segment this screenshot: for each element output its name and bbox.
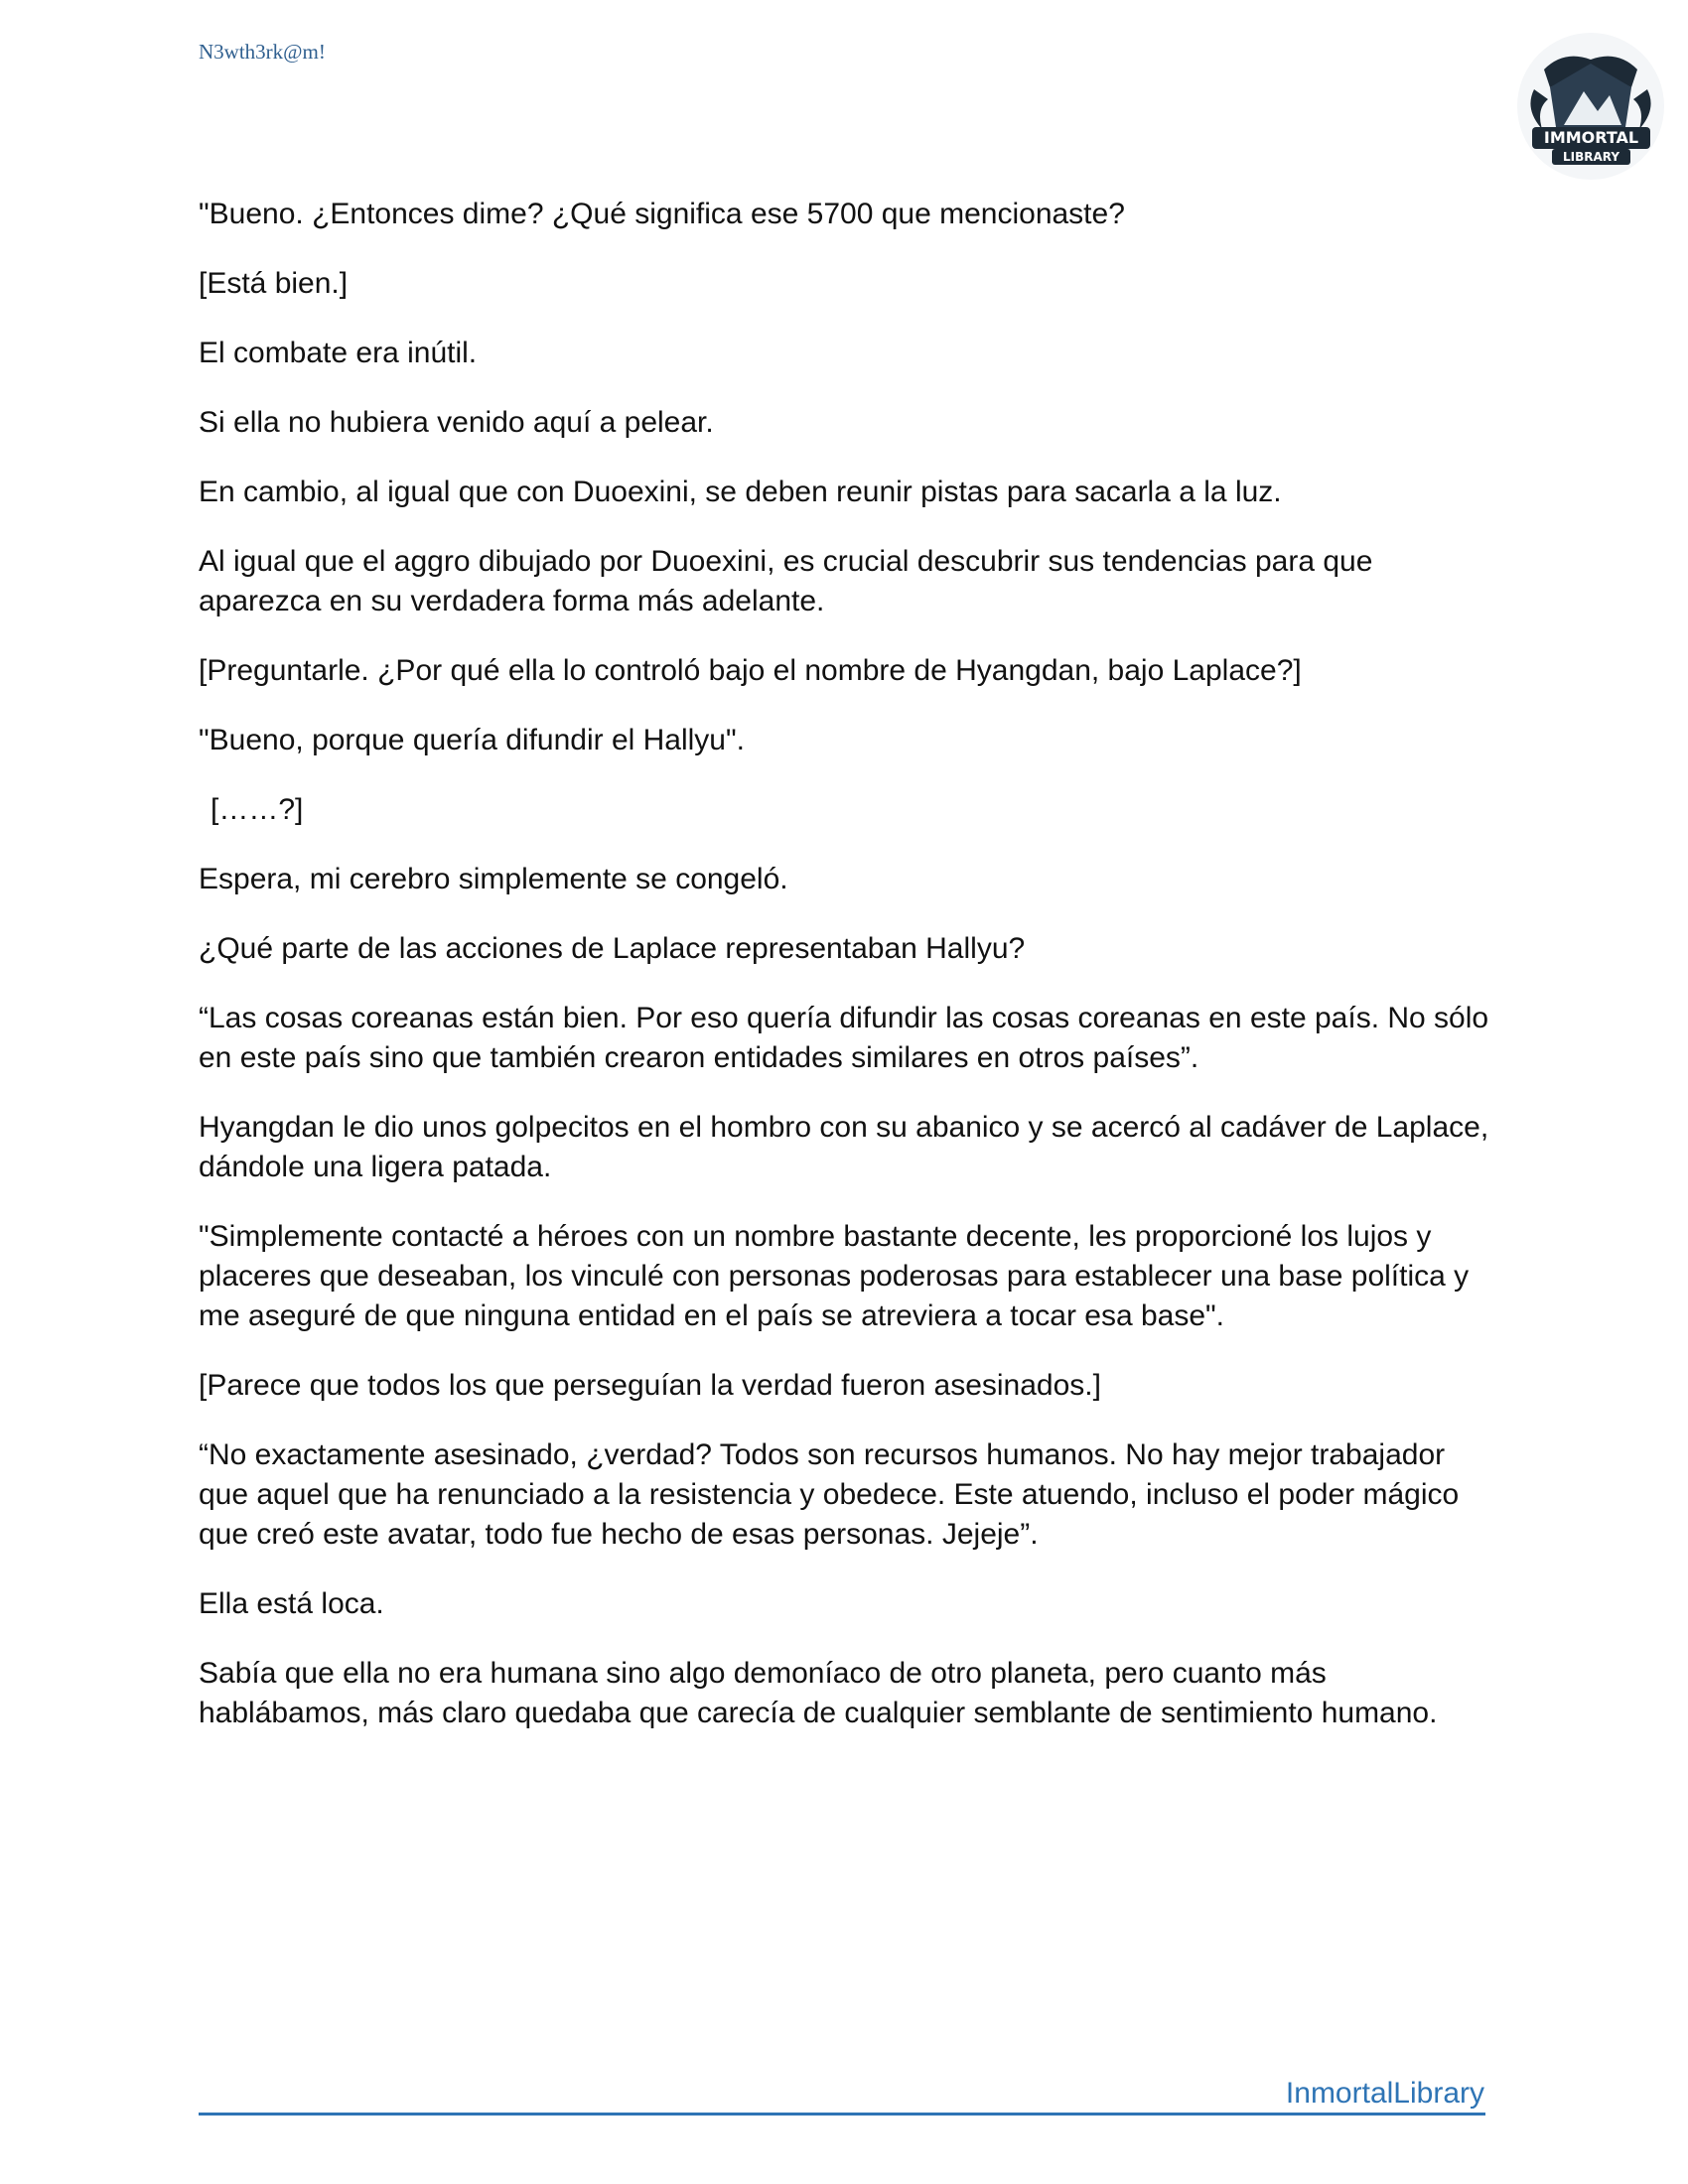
paragraph: [……?] <box>211 793 304 826</box>
paragraph: [Preguntarle. ¿Por qué ella lo controló bajo el nombre de Hyangdan, bajo Laplace?] <box>199 654 1302 687</box>
immortal-library-logo <box>1514 30 1668 184</box>
paragraph: “Las cosas coreanas están bien. Por eso quería difundir las cosas coreanas en este país. No sólo en este país sino que también crearon entidades similares en otros países”. <box>199 1002 1489 1074</box>
footer-divider <box>199 2113 1485 2116</box>
paragraph: "Bueno. ¿Entonces dime? ¿Qué significa ese 5700 que mencionaste? <box>199 198 1125 230</box>
footer-link[interactable]: InmortalLibrary <box>1285 2077 1484 2110</box>
dragon-shield-logo-icon <box>1514 30 1668 184</box>
document-body <box>199 195 1489 1763</box>
paragraph: Al igual que el aggro dibujado por Duoexini, es crucial descubrir sus tendencias para que aparezca en su verdadera forma más adelante. <box>199 545 1373 617</box>
paragraph: Si ella no hubiera venido aquí a pelear. <box>199 406 714 439</box>
header-watermark: N3wth3rk@m! <box>199 40 326 64</box>
logo-text-top: IMMORTAL <box>1543 128 1639 147</box>
paragraph: El combate era inútil. <box>199 337 478 369</box>
logo-text-bottom: LIBRARY <box>1562 150 1620 164</box>
paragraph: “No exactamente asesinado, ¿verdad? Todos son recursos humanos. No hay mejor trabajador que aquel que ha renunciado a la resistencia y obedece. Este atuendo, incluso el poder mágico que creó este avatar, todo fue hecho de esas personas. Jejeje”. <box>199 1438 1460 1551</box>
paragraph: Espera, mi cerebro simplemente se congeló. <box>199 863 788 895</box>
paragraph: Ella está loca. <box>199 1587 384 1620</box>
paragraph: "Bueno, porque quería difundir el Hallyu". <box>199 724 745 756</box>
paragraph: Sabía que ella no era humana sino algo demoníaco de otro planeta, pero cuanto más hablábamos, más claro quedaba que carecía de cualquier semblante de sentimiento humano. <box>199 1657 1438 1729</box>
paragraph: Hyangdan le dio unos golpecitos en el hombro con su abanico y se acercó al cadáver de Laplace, dándole una ligera patada. <box>199 1111 1489 1183</box>
paragraph: "Simplemente contacté a héroes con un nombre bastante decente, les proporcioné los lujos y placeres que deseaban, los vinculé con personas poderosas para establecer una base política y me aseguré de que ninguna entidad en el país se atreviera a tocar esa base". <box>199 1220 1470 1332</box>
paragraph: En cambio, al igual que con Duoexini, se deben reunir pistas para sacarla a la luz. <box>199 476 1282 508</box>
paragraph: [Parece que todos los que perseguían la verdad fueron asesinados.] <box>199 1369 1101 1402</box>
paragraph: ¿Qué parte de las acciones de Laplace representaban Hallyu? <box>199 932 1026 965</box>
paragraph: [Está bien.] <box>199 267 349 300</box>
